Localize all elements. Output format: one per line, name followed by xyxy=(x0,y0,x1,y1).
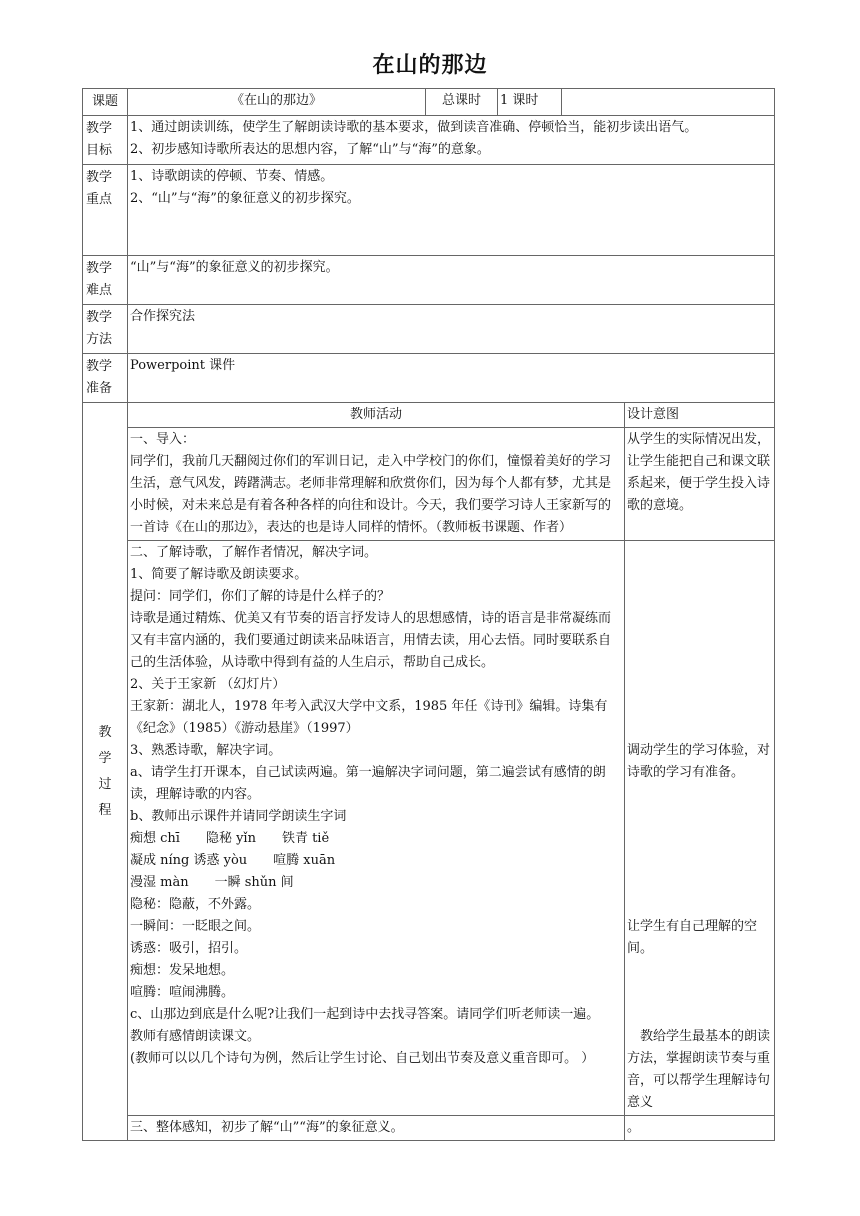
prep-label: 教学准备 xyxy=(83,354,128,403)
goals-content xyxy=(128,116,775,165)
topic-row xyxy=(83,89,775,116)
process-label-text: 教学过程 xyxy=(98,724,112,818)
step2-row xyxy=(83,541,775,1116)
method-row xyxy=(83,305,775,354)
method-label: 教学方法 xyxy=(83,305,128,354)
step2-design-3: 教给学生最基本的朗读方法，掌握朗读节奏与重音，可以帮学生理解诗句意义 xyxy=(627,1029,771,1110)
focus-content xyxy=(128,165,775,256)
step1-row xyxy=(83,428,775,541)
goal-line: 2、初步感知诗歌所表达的思想内容，了解“山”与“海”的意象。 xyxy=(130,142,490,157)
spacer xyxy=(627,784,772,916)
difficulty-label: 教学难点 xyxy=(83,256,128,305)
lesson-plan-table xyxy=(82,88,775,1141)
goals-label: 教学目标 xyxy=(83,116,128,165)
step1-design: 从学生的实际情况出发，让学生能把自己和课文联系起来，便于学生投入诗歌的意境。 xyxy=(625,428,775,541)
definition-line: 痴想：发呆地想。 xyxy=(130,963,235,978)
step2-design xyxy=(625,541,775,1116)
topic-empty-cell xyxy=(562,89,775,116)
focus-line: 1、诗歌朗读的停顿、节奏、情感。 xyxy=(130,169,334,184)
total-hours-label: 总课时 xyxy=(426,89,498,116)
vocab-line: 漫湿 màn 一瞬 shǔn 间 xyxy=(130,875,294,890)
spacer xyxy=(130,210,772,254)
step2-line: b、教师出示课件并请同学朗读生字词 xyxy=(130,809,347,824)
document-title: 在山的那边 xyxy=(372,52,488,78)
teacher-activity-header: 教师活动 xyxy=(128,403,625,428)
topic-label: 课题 xyxy=(83,89,128,116)
prep-content: Powerpoint 课件 xyxy=(128,354,775,403)
goals-row xyxy=(83,116,775,165)
definition-line: 喧腾：喧闹沸腾。 xyxy=(130,985,235,1000)
step3-content: 三、整体感知，初步了解“山”“海”的象征意义。 xyxy=(128,1116,625,1141)
total-hours-value: 1 课时 xyxy=(498,89,562,116)
goal-line: 1、通过朗读训练，使学生了解朗读诗歌的基本要求，做到读音准确、停顿恰当，能初步读出语气。 xyxy=(130,120,698,135)
step1-content xyxy=(128,428,625,541)
difficulty-content: “山”与“海”的象征意义的初步探究。 xyxy=(128,256,775,305)
process-label xyxy=(83,403,128,1141)
definition-line: 一瞬间：一眨眼之间。 xyxy=(130,919,261,934)
definition-line: 隐秘：隐蔽，不外露。 xyxy=(130,897,261,912)
spacer xyxy=(627,960,772,1026)
step2-line: 王家新：湖北人，1978 年考入武汉大学中文系，1985 年任《诗刊》编辑。诗集有《纪念》（1985）《游动悬崖》（1997） xyxy=(130,699,608,736)
step1-line: 一、导入： xyxy=(130,432,196,447)
step3-design: 。 xyxy=(625,1116,775,1141)
focus-label: 教学重点 xyxy=(83,165,128,256)
topic-value: 《在山的那边》 xyxy=(128,89,426,116)
step1-line: 同学们，我前几天翻阅过你们的军训日记，走入中学校门的你们，憧憬着美好的学习生活，意气风发，踌躇满志。老师非常理解和欣赏你们，因为每个人都有梦，尤其是小时候，对未来总是有着各种各样的向往和设计。今天，我们要学习诗人王家新写的一首诗《在山的那边》，表达的也是诗人同样的情怀。（教师板书课题、作者） xyxy=(130,454,612,535)
step2-line: c、山那边到底是什么呢?让我们一起到诗中去找寻答案。请同学们听老师读一遍。 xyxy=(130,1007,600,1022)
step2-content xyxy=(128,541,625,1116)
step2-design-2: 让学生有自己理解的空间。 xyxy=(627,919,758,956)
step2-line: 2、关于王家新 （幻灯片） xyxy=(130,677,286,692)
definition-line: 诱惑：吸引，招引。 xyxy=(130,941,248,956)
step2-line: 二、了解诗歌，了解作者情况，解决字词。 xyxy=(130,545,378,560)
step2-line: 1、简要了解诗歌及朗读要求。 xyxy=(130,567,308,582)
process-header-row xyxy=(83,403,775,428)
vocab-line: 痴想 chī 隐秘 yǐn 铁青 tiě xyxy=(130,831,330,846)
step3-row xyxy=(83,1116,775,1141)
focus-row xyxy=(83,165,775,256)
step2-line: 3、熟悉诗歌，解决字词。 xyxy=(130,743,282,758)
prep-row xyxy=(83,354,775,403)
spacer xyxy=(627,542,772,740)
step2-line: 提问：同学们，你们了解的诗是什么样子的？ xyxy=(130,589,391,604)
step2-line: 教师有感情朗读课文。 xyxy=(130,1029,261,1044)
step2-line: a、请学生打开课本，自己试读两遍。第一遍解决字词问题，第二遍尝试有感情的朗读，理解诗歌的内容。 xyxy=(130,765,606,802)
step2-line: (教师可以以几个诗句为例，然后让学生讨论、自己划出节奏及意义重音即可。 ） xyxy=(130,1051,595,1066)
method-content: 合作探究法 xyxy=(128,305,775,354)
step2-design-1: 调动学生的学习体验，对诗歌的学习有准备。 xyxy=(627,743,771,780)
step2-line: 诗歌是通过精炼、优美又有节奏的语言抒发诗人的思想感情，诗的语言是非常凝练而又有丰富内涵的，我们要通过朗读来品味语言，用情去读，用心去悟。同时要联系自己的生活体验，从诗歌中得到有益的人生启示，帮助自己成长。 xyxy=(130,611,612,670)
design-intent-header: 设计意图 xyxy=(625,403,775,428)
focus-line: 2、“山”与“海”的象征意义的初步探究。 xyxy=(130,191,360,206)
difficulty-row xyxy=(83,256,775,305)
vocab-line: 凝成 níng 诱惑 yòu 喧腾 xuān xyxy=(130,853,336,868)
